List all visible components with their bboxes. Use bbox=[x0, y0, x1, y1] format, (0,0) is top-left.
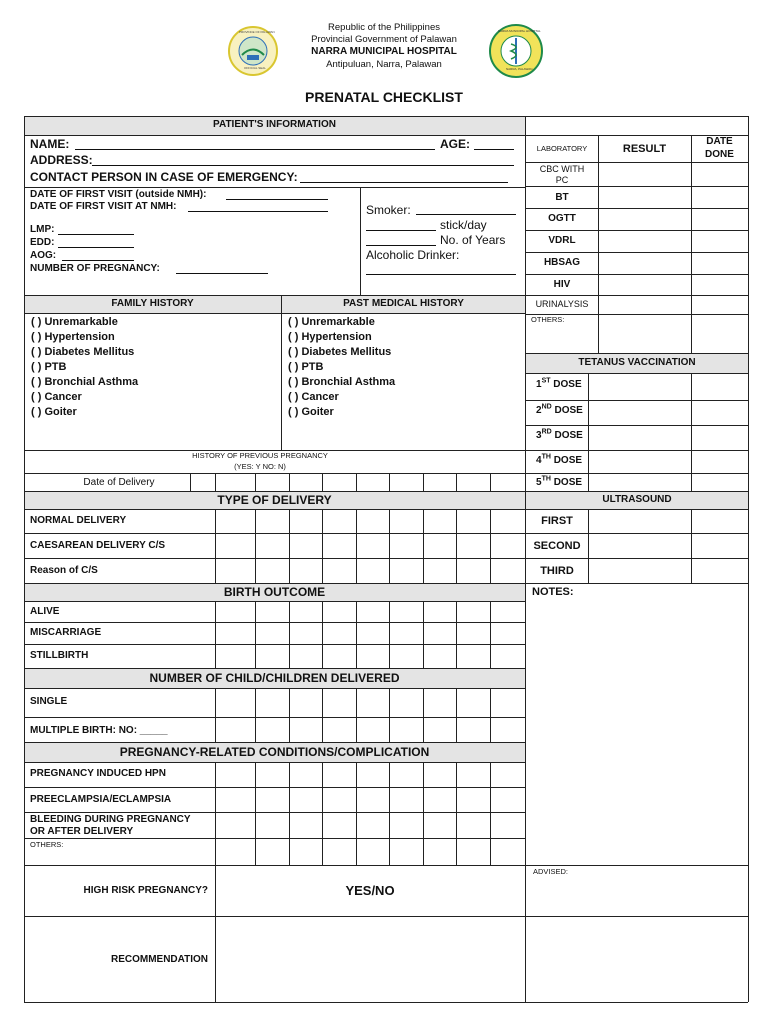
dose-suffix: TH bbox=[541, 475, 551, 483]
past-medical-history-item[interactable]: ( ) PTB bbox=[288, 361, 324, 373]
contact-label: CONTACT PERSON IN CASE OF EMERGENCY: bbox=[30, 170, 298, 184]
tetanus-dose-label bbox=[536, 403, 583, 416]
province-seal-bottom: OFFICIAL SEAL bbox=[244, 66, 266, 70]
dose-number: 2 bbox=[536, 405, 542, 416]
cbc-label-1: CBC WITH bbox=[539, 164, 585, 174]
family-history-item[interactable]: ( ) Diabetes Mellitus bbox=[31, 346, 135, 358]
num-pregnancy-label: NUMBER OF PREGNANCY: bbox=[30, 263, 160, 274]
alive-label: ALIVE bbox=[30, 606, 60, 617]
dose-word: DOSE bbox=[554, 430, 583, 441]
tetanus-dose-label bbox=[536, 428, 583, 441]
past-medical-history-item[interactable]: ( ) Cancer bbox=[288, 391, 339, 403]
laboratory-header: LABORATORY bbox=[536, 144, 588, 153]
tetanus-dose-label bbox=[536, 475, 583, 488]
dose-suffix: TH bbox=[541, 453, 551, 461]
reason-cs-label: Reason of C/S bbox=[30, 565, 98, 576]
patient-info-title: PATIENT'S INFORMATION bbox=[213, 119, 336, 130]
province-seal-label: PROVINCE OF PALAWAN bbox=[239, 30, 275, 34]
caesarean-label: CAESAREAN DELIVERY C/S bbox=[30, 540, 166, 551]
prev-pregnancy-legend: (YES: Y NO: N) bbox=[234, 462, 286, 471]
address-field[interactable] bbox=[92, 165, 514, 166]
single-label: SINGLE bbox=[30, 696, 68, 707]
dose-word: DOSE bbox=[553, 379, 582, 390]
dose-suffix: ND bbox=[541, 403, 552, 411]
hospital-seal bbox=[489, 24, 543, 78]
notes-label: NOTES: bbox=[532, 586, 574, 598]
dose-suffix: ST bbox=[541, 377, 551, 385]
dose-number: 4 bbox=[536, 455, 542, 466]
family-history-item[interactable]: ( ) Hypertension bbox=[31, 331, 115, 343]
ultrasound-second: SECOND bbox=[533, 540, 581, 552]
first-visit-nmh-label: DATE OF FIRST VISIT AT NMH: bbox=[30, 201, 177, 212]
edd-label: EDD: bbox=[30, 237, 55, 248]
dose-number: 1 bbox=[536, 379, 542, 390]
family-history-item[interactable]: ( ) Cancer bbox=[31, 391, 82, 403]
lab-others-label: OTHERS: bbox=[531, 315, 565, 324]
notes-area[interactable] bbox=[526, 601, 748, 864]
ultrasound-first: FIRST bbox=[541, 515, 573, 527]
family-history-title: FAMILY HISTORY bbox=[111, 298, 194, 309]
recommendation-area[interactable] bbox=[216, 917, 747, 1001]
dose-word: DOSE bbox=[553, 455, 583, 466]
recommendation-label: RECOMMENDATION bbox=[110, 954, 208, 965]
preeclampsia-label: PREECLAMPSIA/ECLAMPSIA bbox=[30, 794, 172, 805]
name-label: NAME: bbox=[30, 137, 70, 151]
header-address: Antipuluan, Narra, Palawan bbox=[326, 59, 442, 70]
header-republic: Republic of the Philippines bbox=[328, 22, 440, 33]
page-title: PRENATAL CHECKLIST bbox=[305, 89, 463, 105]
aog-field[interactable] bbox=[62, 260, 134, 261]
tetanus-title: TETANUS VACCINATION bbox=[578, 357, 696, 368]
smoker-field[interactable] bbox=[416, 214, 516, 215]
age-label: AGE: bbox=[440, 137, 470, 151]
hospital-seal-bottom: NARRA, PALAWAN bbox=[506, 67, 533, 71]
first-visit-outside-field[interactable] bbox=[226, 199, 328, 200]
normal-delivery-label: NORMAL DELIVERY bbox=[30, 515, 127, 526]
tetanus-dose-label bbox=[536, 377, 582, 390]
conditions-others-label: OTHERS: bbox=[30, 840, 64, 849]
past-medical-history-item[interactable]: ( ) Diabetes Mellitus bbox=[288, 346, 392, 358]
aog-label: AOG: bbox=[30, 250, 57, 261]
age-field[interactable] bbox=[474, 149, 514, 150]
address-label: ADDRESS: bbox=[30, 153, 93, 167]
date-done-header-1: DATE bbox=[706, 136, 733, 147]
high-risk-answer[interactable]: YES/NO bbox=[345, 883, 395, 898]
date-done-header-2: DONE bbox=[705, 149, 734, 160]
alcoholic-label: Alcoholic Drinker: bbox=[366, 248, 460, 262]
first-visit-outside-label: DATE OF FIRST VISIT (outside NMH): bbox=[30, 189, 207, 200]
past-medical-history-item[interactable]: ( ) Unremarkable bbox=[288, 316, 375, 328]
dose-number: 3 bbox=[536, 430, 542, 441]
no-years-label: No. of Years bbox=[440, 233, 506, 247]
family-history-item[interactable]: ( ) Unremarkable bbox=[31, 316, 118, 328]
ultrasound-third: THIRD bbox=[540, 565, 574, 577]
cbc-label-2: PC bbox=[555, 175, 569, 185]
header-hospital: NARRA MUNICIPAL HOSPITAL bbox=[311, 46, 457, 57]
urinalysis-label: URINALYSIS bbox=[535, 299, 589, 309]
type-delivery-title: TYPE OF DELIVERY bbox=[217, 493, 332, 507]
lmp-field[interactable] bbox=[58, 234, 134, 235]
dose-number: 5 bbox=[536, 477, 542, 488]
date-of-delivery-label: Date of Delivery bbox=[83, 477, 155, 488]
hbsag-label: HBSAG bbox=[543, 257, 581, 268]
past-medical-history-item[interactable]: ( ) Bronchial Asthma bbox=[288, 376, 396, 388]
past-medical-title: PAST MEDICAL HISTORY bbox=[343, 298, 464, 309]
smoker-label: Smoker: bbox=[366, 203, 411, 217]
bleeding-label-2: OR AFTER DELIVERY bbox=[30, 826, 134, 837]
conditions-title: PREGNANCY-RELATED CONDITIONS/COMPLICATION bbox=[119, 745, 430, 759]
dose-word: DOSE bbox=[554, 405, 583, 416]
high-risk-label: HIGH RISK PREGNANCY? bbox=[83, 885, 208, 896]
prev-pregnancy-title: HISTORY OF PREVIOUS PREGNANCY bbox=[192, 451, 328, 460]
ogtt-label: OGTT bbox=[548, 213, 576, 224]
stick-day-field[interactable] bbox=[366, 230, 436, 231]
family-history-item[interactable]: ( ) PTB bbox=[31, 361, 67, 373]
first-visit-nmh-field[interactable] bbox=[188, 211, 328, 212]
lmp-label: LMP: bbox=[30, 224, 55, 235]
children-title: NUMBER OF CHILD/CHILDREN DELIVERED bbox=[149, 671, 400, 685]
stillbirth-label: STILLBIRTH bbox=[30, 650, 89, 661]
family-history-item[interactable]: ( ) Bronchial Asthma bbox=[31, 376, 139, 388]
result-header: RESULT bbox=[622, 143, 667, 155]
multiple-birth-label: MULTIPLE BIRTH: NO: _____ bbox=[30, 725, 168, 736]
edd-field[interactable] bbox=[58, 247, 134, 248]
contact-field[interactable] bbox=[300, 182, 508, 183]
alcoholic-field[interactable] bbox=[366, 274, 516, 275]
stick-day-label: stick/day bbox=[440, 218, 487, 232]
past-medical-history-item[interactable]: ( ) Hypertension bbox=[288, 331, 372, 343]
header-province: Provincial Government of Palawan bbox=[311, 34, 457, 45]
dose-suffix: RD bbox=[541, 428, 552, 436]
ultrasound-title: ULTRASOUND bbox=[602, 494, 672, 505]
tetanus-dose-label bbox=[536, 453, 583, 466]
miscarriage-label: MISCARRIAGE bbox=[30, 627, 102, 638]
family-history-item[interactable]: ( ) Goiter bbox=[31, 406, 77, 418]
years-field[interactable] bbox=[366, 245, 436, 246]
bleeding-label-1: BLEEDING DURING PREGNANCY bbox=[30, 814, 191, 825]
past-medical-history-item[interactable]: ( ) Goiter bbox=[288, 406, 334, 418]
bt-label: BT bbox=[555, 192, 569, 203]
birth-outcome-title: BIRTH OUTCOME bbox=[223, 585, 326, 599]
vdrl-label: VDRL bbox=[548, 235, 576, 246]
hospital-seal-label: NARRA MUNICIPAL HOSPITAL bbox=[498, 29, 541, 33]
hiv-label: HIV bbox=[553, 279, 571, 290]
pih-label: PREGNANCY INDUCED HPN bbox=[30, 768, 166, 779]
dose-word: DOSE bbox=[553, 477, 583, 488]
num-pregnancy-field[interactable] bbox=[176, 273, 268, 274]
advised-label: ADVISED: bbox=[533, 867, 569, 876]
name-field[interactable] bbox=[75, 149, 435, 150]
province-seal bbox=[228, 26, 278, 76]
